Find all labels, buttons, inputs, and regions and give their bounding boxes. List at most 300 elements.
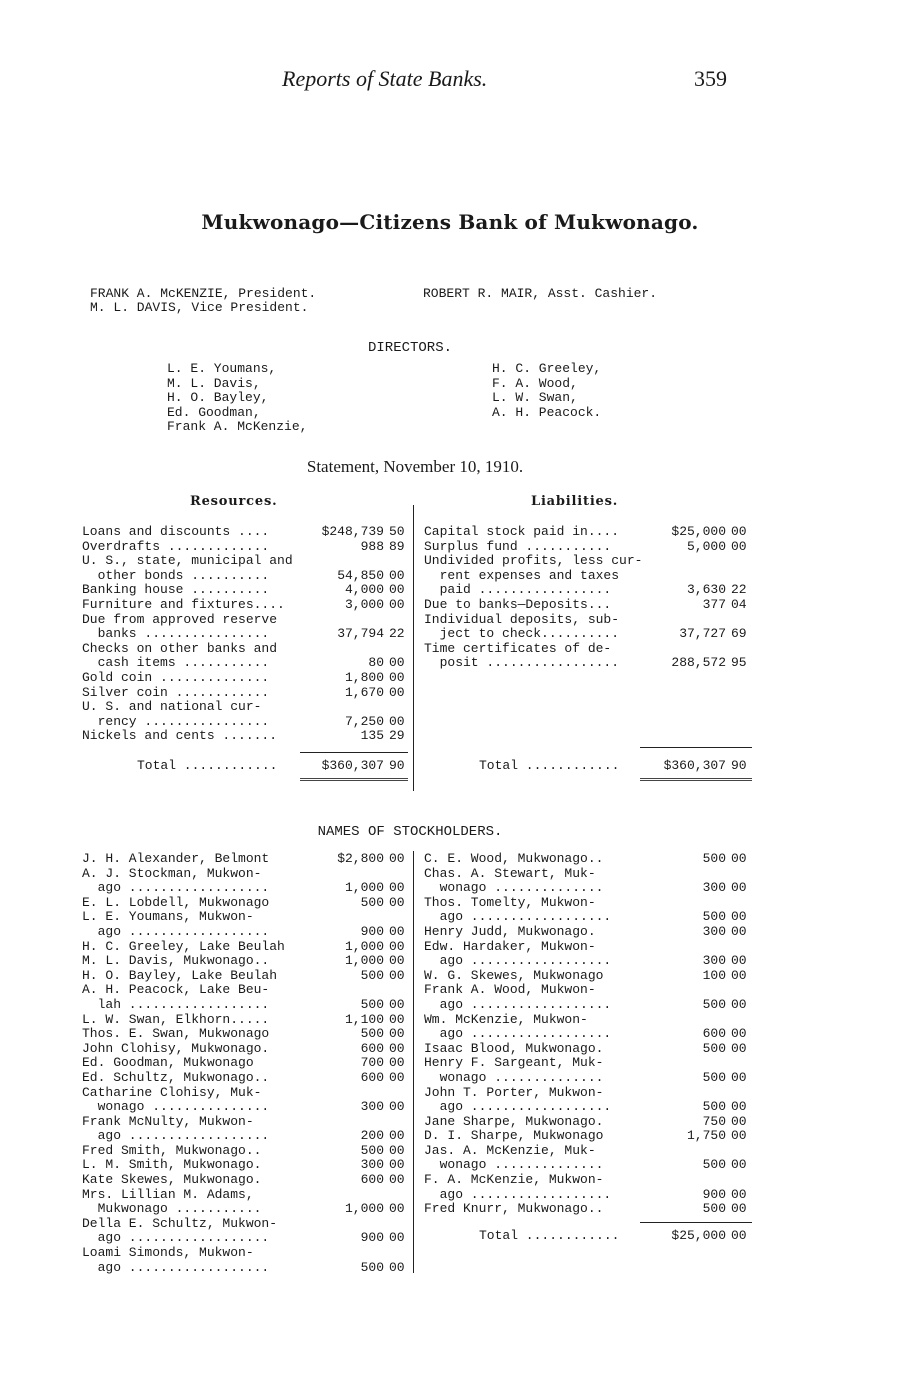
stockholder-row-dollars: 500 — [702, 1201, 726, 1217]
page-number: 359 — [694, 66, 727, 91]
stockholder-row — [82, 969, 412, 984]
stockholder-row-cents: 00 — [731, 967, 747, 983]
stockholder-row-label: ago .................. — [424, 909, 612, 925]
stockholders-right-column — [424, 852, 754, 1217]
liability-row — [424, 613, 754, 628]
stockholder-row-cents: 00 — [731, 1201, 747, 1217]
resources-total-cents: 90 — [389, 758, 405, 773]
resource-row-dollars: 1,800 — [344, 669, 384, 685]
stockholder-row — [82, 998, 412, 1013]
stockholder-row-cents: 00 — [731, 1186, 747, 1202]
stockholder-row-label: Edw. Hardaker, Mukwon- — [424, 938, 596, 954]
stockholder-row — [82, 1217, 412, 1232]
stockholder-row-cents: 00 — [731, 1069, 747, 1085]
stockholder-row-label: W. G. Skewes, Mukwonago — [424, 967, 604, 983]
stockholders-total-row — [424, 1229, 754, 1244]
stockholder-row-dollars: 500 — [702, 1157, 726, 1173]
stockholder-row — [82, 1261, 412, 1276]
stockholders-total-rule — [640, 1222, 752, 1223]
stockholder-row-cents: 00 — [731, 1128, 747, 1144]
stockholder-row-label: Fred Smith, Mukwonago.. — [82, 1142, 262, 1158]
resource-row-dollars: 4,000 — [344, 582, 384, 598]
stockholder-row — [82, 1115, 412, 1130]
stockholder-row-label: L. W. Swan, Elkhorn..... — [82, 1011, 270, 1027]
resource-row — [82, 583, 412, 598]
resource-row — [82, 700, 412, 715]
liability-row — [424, 540, 754, 555]
stockholder-row — [82, 1027, 412, 1042]
resource-row-cents: 00 — [389, 669, 405, 685]
stockholder-row — [424, 1071, 754, 1086]
resource-row-dollars: 1,670 — [344, 684, 384, 700]
stockholder-row — [424, 998, 754, 1013]
stockholder-row — [82, 881, 412, 896]
stockholder-row-label: A. J. Stockman, Mukwon- — [82, 865, 262, 881]
stockholder-row-cents: 00 — [731, 1026, 747, 1042]
stockholder-row-cents: 00 — [389, 1069, 405, 1085]
stockholder-row-cents: 00 — [389, 1026, 405, 1042]
stockholder-row-dollars: 700 — [360, 1055, 384, 1071]
stockholder-row-dollars: 200 — [360, 1128, 384, 1144]
liabilities-total-dollars: $360,307 — [663, 758, 726, 773]
director-name: H. C. Greeley, — [492, 361, 602, 376]
stockholder-row — [424, 1115, 754, 1130]
stockholder-row — [424, 881, 754, 896]
resource-row — [82, 642, 412, 657]
stockholder-row-cents: 00 — [731, 909, 747, 925]
stockholder-row-cents: 00 — [389, 953, 405, 969]
resource-row — [82, 656, 412, 671]
stockholder-row — [424, 896, 754, 911]
stockholder-row-label: wonago .............. — [424, 880, 604, 896]
stockholder-row — [424, 1129, 754, 1144]
resource-row-label: Overdrafts ............. — [82, 538, 270, 554]
stockholder-row-label: Mukwonago ........... — [82, 1201, 262, 1217]
stockholder-row-label: H. C. Greeley, Lake Beulah — [82, 938, 285, 954]
stockholder-row — [424, 1144, 754, 1159]
director-name: L. E. Youmans, — [167, 361, 277, 376]
stockholder-row-cents: 00 — [731, 923, 747, 939]
stockholder-row-cents: 00 — [389, 923, 405, 939]
liability-row — [424, 656, 754, 671]
stockholder-row-dollars: 500 — [702, 851, 726, 866]
stockholder-row-label: Henry Judd, Mukwonago. — [424, 923, 596, 939]
stockholder-row-cents: 00 — [389, 1011, 405, 1027]
director-name: H. O. Bayley, — [167, 390, 269, 406]
stockholder-row-dollars: 300 — [702, 880, 726, 896]
stockholder-row-cents: 00 — [389, 1172, 405, 1188]
stockholder-row-cents: 00 — [389, 938, 405, 954]
running-header — [0, 66, 900, 96]
director-name: L. W. Swan, — [492, 390, 578, 406]
stockholder-row-dollars: 750 — [702, 1113, 726, 1129]
stockholder-row-cents: 00 — [731, 1099, 747, 1115]
liability-row-dollars: 37,727 — [679, 626, 726, 642]
stockholder-row-cents: 00 — [389, 1128, 405, 1144]
stockholder-row — [82, 1086, 412, 1101]
stockholder-row-label: Kate Skewes, Mukwonago. — [82, 1172, 262, 1188]
liability-row — [424, 525, 754, 540]
stockholder-row-dollars: 1,000 — [344, 1201, 384, 1217]
stockholder-row-cents: 00 — [389, 1142, 405, 1158]
stockholder-row-cents: 00 — [731, 996, 747, 1012]
liability-row — [424, 627, 754, 642]
liability-row-dollars: 3,630 — [686, 582, 726, 598]
resource-row-dollars: 37,794 — [337, 626, 384, 642]
director-name: A. H. Peacock. — [492, 404, 602, 420]
stockholder-row-label: John T. Porter, Mukwon- — [424, 1084, 604, 1100]
stockholder-row-label: C. E. Wood, Mukwonago.. — [424, 851, 604, 866]
stockholder-row-cents: 00 — [731, 1113, 747, 1129]
liability-row-dollars: 377 — [702, 596, 726, 612]
stockholder-row-label: Thos. Tomelty, Mukwon- — [424, 894, 596, 910]
stockholder-row — [424, 1042, 754, 1057]
resource-row-cents: 22 — [389, 626, 405, 642]
resource-row-label: Furniture and fixtures.... — [82, 596, 285, 612]
stockholders-left-column — [82, 852, 412, 1275]
directors-heading: DIRECTORS. — [367, 340, 452, 356]
stockholder-row — [424, 925, 754, 940]
liability-row — [424, 642, 754, 657]
stockholder-row — [424, 1100, 754, 1115]
stockholder-row — [82, 1100, 412, 1115]
stockholder-row-dollars: 300 — [360, 1157, 384, 1173]
stockholder-row-label: Henry F. Sargeant, Muk- — [424, 1055, 604, 1071]
liability-row-label: ject to check.......... — [424, 626, 620, 642]
stockholder-row-dollars: 500 — [702, 1099, 726, 1115]
stockholder-row-cents: 00 — [731, 1040, 747, 1056]
stockholder-row-dollars: 500 — [702, 909, 726, 925]
resource-row — [82, 729, 412, 744]
stockholder-row — [424, 1056, 754, 1071]
resource-row-dollars: $248,739 — [321, 524, 384, 539]
stockholder-row — [82, 867, 412, 882]
resource-row — [82, 525, 412, 540]
liabilities-total-rule — [640, 747, 752, 748]
stockholder-row-label: wonago .............. — [424, 1157, 604, 1173]
resources-total-label: Total ............ — [137, 758, 278, 773]
resource-row-label: Nickels and cents ....... — [82, 728, 278, 744]
stockholder-row-label: ago .................. — [424, 1026, 612, 1042]
stockholder-row — [82, 925, 412, 940]
director-name: F. A. Wood, — [492, 375, 578, 391]
liability-row-cents: 69 — [731, 626, 747, 642]
stockholder-row-label: H. O. Bayley, Lake Beulah — [82, 967, 278, 983]
resources-list — [82, 525, 412, 744]
resource-row-cents: 00 — [389, 582, 405, 598]
stockholder-row-label: Catharine Clohisy, Muk- — [82, 1084, 262, 1100]
stockholder-row-dollars: 1,000 — [344, 938, 384, 954]
liability-row — [424, 598, 754, 613]
stockholder-row — [82, 1042, 412, 1057]
stockholder-row — [424, 1173, 754, 1188]
stockholder-row — [424, 969, 754, 984]
resource-row — [82, 715, 412, 730]
stockholder-row-label: John Clohisy, Mukwonago. — [82, 1040, 270, 1056]
director-name: Ed. Goodman, — [167, 404, 261, 420]
resource-row-label: Loans and discounts .... — [82, 524, 270, 539]
stockholder-row-label: E. L. Lobdell, Mukwonago — [82, 894, 270, 910]
stockholder-row-cents: 00 — [389, 1055, 405, 1071]
stockholder-row-cents: 00 — [731, 851, 747, 866]
liability-row-dollars: 5,000 — [686, 538, 726, 554]
stockholder-row-dollars: 500 — [360, 1142, 384, 1158]
resource-row — [82, 569, 412, 584]
resource-row-cents: 00 — [389, 655, 405, 671]
liability-row-cents: 22 — [731, 582, 747, 598]
stockholder-row-dollars: 900 — [360, 1230, 384, 1246]
stockholder-row-dollars: 900 — [702, 1186, 726, 1202]
stockholders-total-cents: 00 — [731, 1228, 747, 1243]
stockholder-row-cents: 00 — [389, 880, 405, 896]
stockholder-row-label: ago .................. — [424, 1186, 612, 1202]
stockholder-row-dollars: 1,100 — [344, 1011, 384, 1027]
stockholder-row-label: J. H. Alexander, Belmont — [82, 851, 270, 866]
stockholder-row-cents: 00 — [389, 1259, 405, 1275]
stockholder-row-dollars: 1,750 — [686, 1128, 726, 1144]
stockholder-row-dollars: 500 — [702, 1069, 726, 1085]
stockholder-row-cents: 00 — [731, 1157, 747, 1173]
stockholder-row-label: M. L. Davis, Mukwonago.. — [82, 953, 270, 969]
stockholder-row — [424, 954, 754, 969]
stockholder-row-label: Frank McNulty, Mukwon- — [82, 1113, 254, 1129]
stockholder-row-cents: 00 — [389, 1040, 405, 1056]
director-name: M. L. Davis, — [167, 375, 261, 391]
resource-row-label: Silver coin ............ — [82, 684, 270, 700]
liabilities-total-cents: 90 — [731, 758, 747, 773]
stockholder-row — [82, 910, 412, 925]
resource-row — [82, 686, 412, 701]
stockholder-row — [424, 1013, 754, 1028]
stockholder-row-label: D. I. Sharpe, Mukwonago — [424, 1128, 604, 1144]
resource-row-cents: 00 — [389, 713, 405, 729]
stockholder-row — [82, 1158, 412, 1173]
resource-row-cents: 50 — [389, 524, 405, 539]
statement-column-divider — [413, 505, 414, 791]
stockholder-row-dollars: 300 — [702, 953, 726, 969]
directors-right-column — [492, 362, 601, 420]
resources-total-dollars: $360,307 — [321, 758, 384, 773]
stockholder-row-label: ago .................. — [424, 1099, 612, 1115]
resource-row-label: cash items ........... — [82, 655, 270, 671]
stockholder-row-dollars: 600 — [360, 1172, 384, 1188]
resource-row-dollars: 135 — [360, 728, 384, 744]
stockholder-row-cents: 00 — [389, 967, 405, 983]
resource-row-dollars: 988 — [360, 538, 384, 554]
liability-row-label: posit ................. — [424, 655, 620, 671]
stockholder-row-cents: 00 — [389, 894, 405, 910]
liability-row-label: rent expenses and taxes — [424, 567, 620, 583]
liability-row — [424, 583, 754, 598]
resource-row-label: other bonds .......... — [82, 567, 270, 583]
liability-row-label: Capital stock paid in.... — [424, 524, 620, 539]
stockholder-row — [82, 1202, 412, 1217]
resource-row-dollars: 3,000 — [344, 596, 384, 612]
stockholder-row-label: Frank A. Wood, Mukwon- — [424, 982, 596, 998]
stockholder-row-label: ago .................. — [82, 923, 270, 939]
stockholder-row-label: ago .................. — [82, 880, 270, 896]
resource-row-label: U. S., state, municipal and — [82, 553, 293, 569]
stockholder-row-dollars: 600 — [360, 1040, 384, 1056]
stockholder-row — [82, 896, 412, 911]
director-name: Frank A. McKenzie, — [167, 419, 308, 435]
stockholder-row — [424, 940, 754, 955]
resource-row — [82, 598, 412, 613]
liabilities-total-double-rule — [640, 778, 752, 781]
liability-row — [424, 569, 754, 584]
resources-heading: Resources. — [190, 494, 278, 509]
resource-row-dollars: 54,850 — [337, 567, 384, 583]
stockholder-row — [82, 983, 412, 998]
resources-total-double-rule — [300, 778, 408, 781]
stockholder-row — [424, 852, 754, 867]
stockholder-row-dollars: 100 — [702, 967, 726, 983]
stockholder-row-label: Wm. McKenzie, Mukwon- — [424, 1011, 588, 1027]
resource-row-label: banks ................ — [82, 626, 270, 642]
stockholder-row-cents: 00 — [389, 1230, 405, 1246]
stockholder-row-cents: 00 — [389, 851, 405, 866]
liability-row-dollars: $25,000 — [671, 524, 726, 539]
stockholder-row-label: ago .................. — [424, 996, 612, 1012]
stockholder-row-label: Loami Simonds, Mukwon- — [82, 1245, 254, 1261]
directors-left-column — [167, 362, 307, 435]
stockholder-row — [82, 1129, 412, 1144]
stockholder-row-label: Fred Knurr, Mukwonago.. — [424, 1201, 604, 1217]
stockholder-row-cents: 00 — [731, 953, 747, 969]
stockholder-row-label: Jane Sharpe, Mukwonago. — [424, 1113, 604, 1129]
liability-row-cents: 95 — [731, 655, 747, 671]
stockholder-row-cents: 00 — [389, 1157, 405, 1173]
stockholder-row-cents: 00 — [731, 880, 747, 896]
stockholder-row-dollars: 1,000 — [344, 953, 384, 969]
stockholder-row — [424, 1086, 754, 1101]
statement-date: Statement, November 10, 1910. — [306, 457, 524, 476]
resource-row-dollars: 7,250 — [344, 713, 384, 729]
officer-president: FRANK A. McKENZIE, President. — [90, 286, 317, 301]
stockholder-row-label: ago .................. — [82, 1230, 270, 1246]
stockholder-row-dollars: 500 — [360, 967, 384, 983]
liability-row-label: Due to banks—Deposits... — [424, 596, 612, 612]
stockholder-row-dollars: 900 — [360, 923, 384, 939]
stockholder-row-label: Ed. Schultz, Mukwonago.. — [82, 1069, 270, 1085]
stockholder-row-label: L. M. Smith, Mukwonago. — [82, 1157, 262, 1173]
stockholder-row-label: Thos. E. Swan, Mukwonago — [82, 1026, 270, 1042]
stockholder-row-label: F. A. McKenzie, Mukwon- — [424, 1172, 604, 1188]
stockholder-row — [424, 867, 754, 882]
liability-row — [424, 554, 754, 569]
resource-row-cents: 89 — [389, 538, 405, 554]
stockholder-row — [82, 1071, 412, 1086]
liability-row-label: Time certificates of de- — [424, 640, 612, 656]
stockholder-row-dollars: 500 — [702, 996, 726, 1012]
resource-row-label: U. S. and national cur- — [82, 699, 262, 715]
officer-asst-cashier: ROBERT R. MAIR, Asst. Cashier. — [423, 286, 658, 301]
stockholder-row — [82, 1056, 412, 1071]
resource-row — [82, 627, 412, 642]
resource-row-label: rency ................ — [82, 713, 270, 729]
stockholder-row-label: Della E. Schultz, Mukwon- — [82, 1215, 278, 1231]
resource-row-dollars: 80 — [368, 655, 384, 671]
stockholders-total-label: Total ............ — [479, 1228, 620, 1243]
liability-row-label: paid ................. — [424, 582, 612, 598]
stockholder-row-dollars: 300 — [702, 923, 726, 939]
stockholder-row — [424, 1027, 754, 1042]
stockholder-row-label: ago .................. — [82, 1128, 270, 1144]
stockholder-row-dollars: 500 — [360, 894, 384, 910]
stockholder-row-label: lah .................. — [82, 996, 270, 1012]
stockholder-row-label: Chas. A. Stewart, Muk- — [424, 865, 596, 881]
liabilities-total-label: Total ............ — [479, 758, 620, 773]
officer-vice-president: M. L. DAVIS, Vice President. — [90, 300, 309, 315]
stockholder-row — [424, 1188, 754, 1203]
stockholders-total-dollars: $25,000 — [671, 1228, 726, 1243]
liability-row-label: Undivided profits, less cur- — [424, 553, 643, 569]
stockholder-row — [82, 1188, 412, 1203]
liability-row-label: Surplus fund ........... — [424, 538, 612, 554]
stockholder-row — [424, 1158, 754, 1173]
running-title: Reports of State Banks. — [282, 66, 488, 91]
stockholder-row — [82, 1246, 412, 1261]
resource-row-cents: 00 — [389, 567, 405, 583]
officers-right — [423, 287, 657, 301]
stockholder-row-label: Mrs. Lillian M. Adams, — [82, 1186, 254, 1202]
stockholder-row-dollars: 500 — [702, 1040, 726, 1056]
stockholder-row-dollars: 500 — [360, 1026, 384, 1042]
resource-row-cents: 00 — [389, 596, 405, 612]
stockholder-row-dollars: 1,000 — [344, 880, 384, 896]
resource-row-cents: 00 — [389, 684, 405, 700]
stockholder-row-label: wonago .............. — [424, 1069, 604, 1085]
stockholder-row — [82, 852, 412, 867]
stockholder-row-dollars: 600 — [360, 1069, 384, 1085]
stockholder-row — [82, 1013, 412, 1028]
stockholder-row-label: ago .................. — [82, 1259, 270, 1275]
resources-total-rule — [300, 752, 408, 753]
stockholder-row — [424, 910, 754, 925]
resource-row — [82, 554, 412, 569]
resource-row-label: Checks on other banks and — [82, 640, 278, 656]
stockholder-row-label: ago .................. — [424, 953, 612, 969]
stockholder-row-cents: 00 — [389, 1201, 405, 1217]
stockholder-row-label: wonago ............... — [82, 1099, 270, 1115]
resource-row-label: Due from approved reserve — [82, 611, 278, 627]
stockholder-row-dollars: 300 — [360, 1099, 384, 1115]
resource-row — [82, 613, 412, 628]
stockholder-row-cents: 00 — [389, 996, 405, 1012]
liability-row-cents: 00 — [731, 538, 747, 554]
liability-row-label: Individual deposits, sub- — [424, 611, 620, 627]
stockholder-row — [82, 1173, 412, 1188]
stockholder-row-label: Jas. A. McKenzie, Muk- — [424, 1142, 596, 1158]
liabilities-total-row — [424, 759, 754, 774]
resource-row — [82, 540, 412, 555]
stockholder-row-label: A. H. Peacock, Lake Beu- — [82, 982, 270, 998]
resource-row-label: Gold coin .............. — [82, 669, 270, 685]
stockholder-row-label: L. E. Youmans, Mukwon- — [82, 909, 254, 925]
resource-row-label: Banking house .......... — [82, 582, 270, 598]
resources-total-row — [82, 759, 412, 774]
bank-title: Mukwonago—Citizens Bank of Mukwonago. — [201, 210, 699, 234]
stockholder-row — [424, 983, 754, 998]
liability-row-cents: 00 — [731, 524, 747, 539]
liabilities-list — [424, 525, 754, 671]
stockholder-row — [82, 1231, 412, 1246]
liabilities-heading: Liabilities. — [531, 494, 619, 509]
stockholders-heading: NAMES OF STOCKHOLDERS. — [317, 824, 503, 840]
stockholder-row — [424, 1202, 754, 1217]
stockholder-row — [82, 1144, 412, 1159]
stockholder-row — [82, 954, 412, 969]
